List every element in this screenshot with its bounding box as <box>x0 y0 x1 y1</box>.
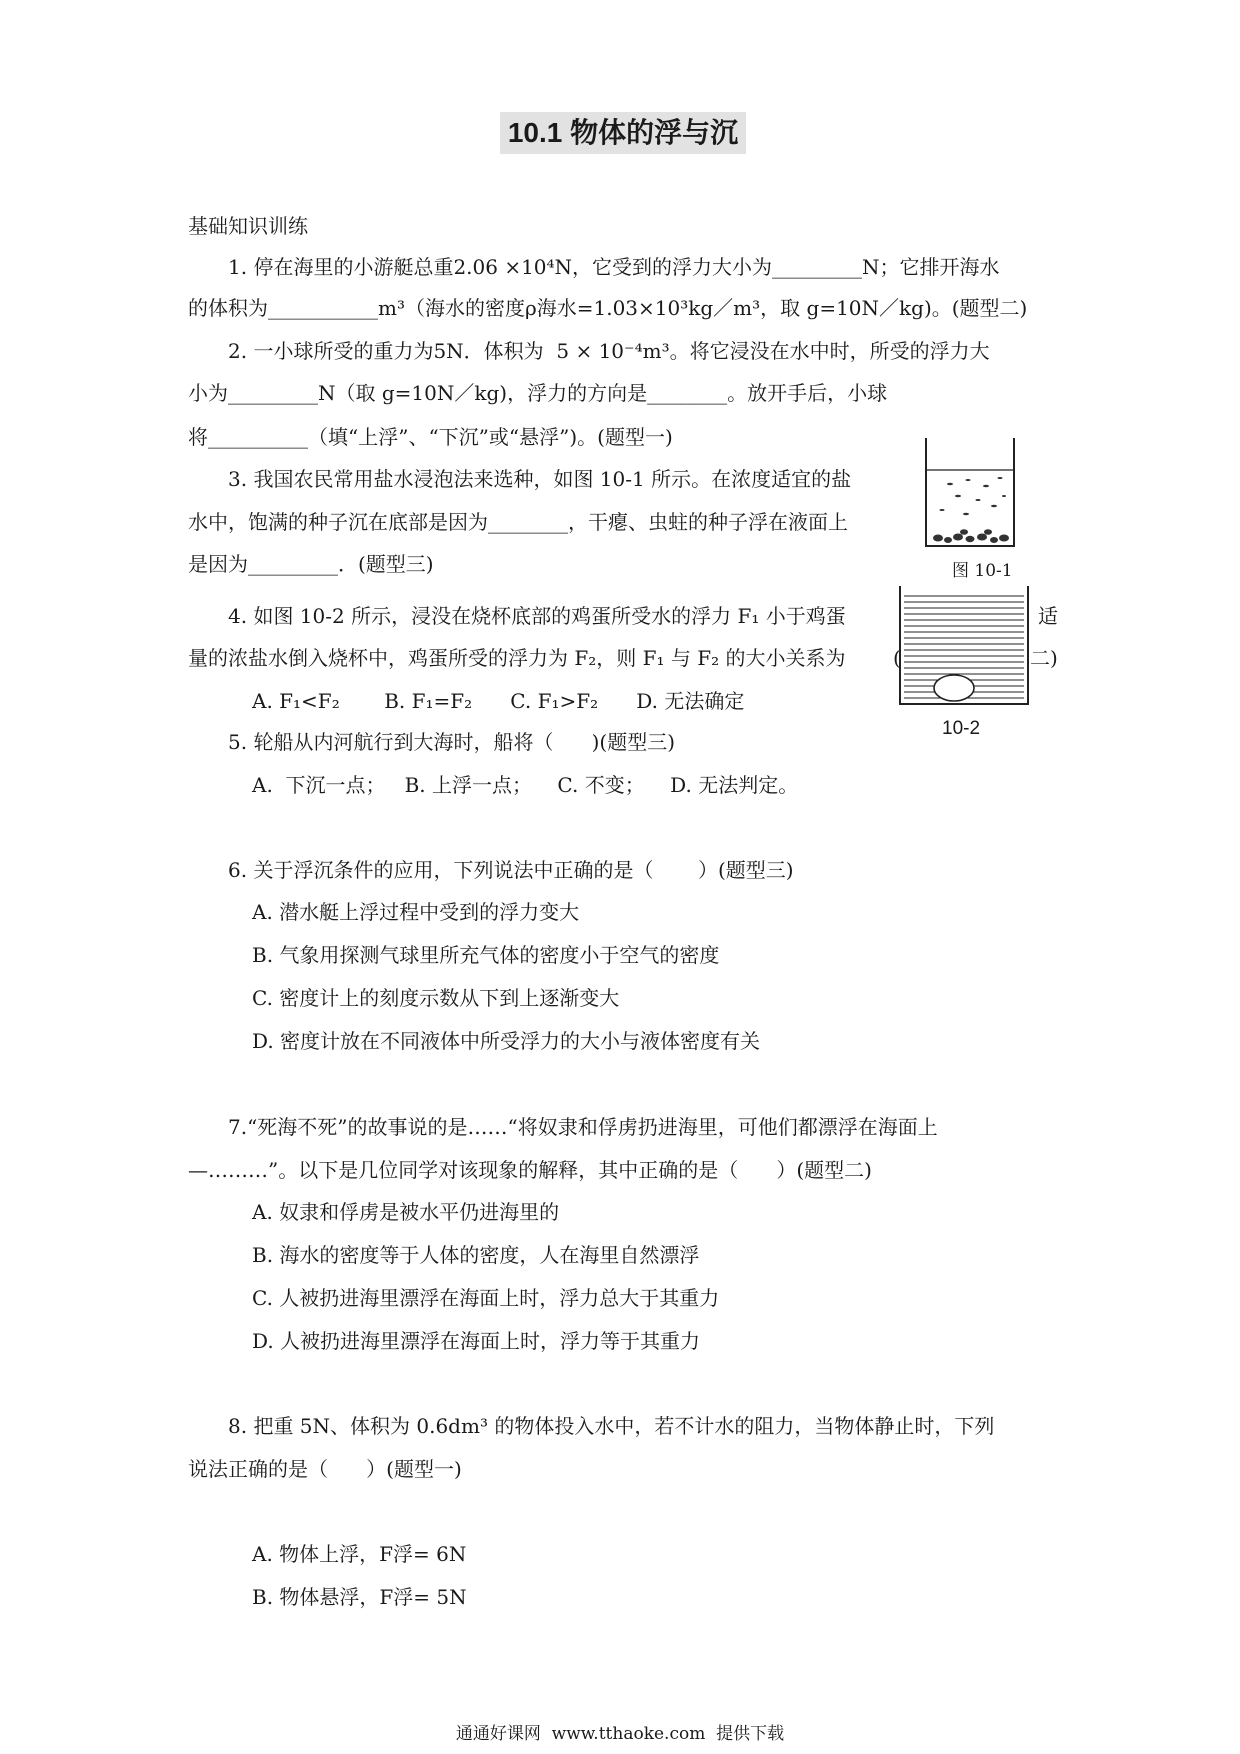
q7-option-b: B. 海水的密度等于人体的密度，人在海里自然漂浮 <box>252 1243 700 1267</box>
page-footer: 通通好课网 www.tthaoke.com 提供下载 <box>455 1724 785 1744</box>
q1-line-2: 的体积为___________m³（海水的密度ρ海水=1.03×10³kg／m³，取 g=10N／kg)。(题型二) <box>188 296 1028 320</box>
page-title: 10.1 物体的浮与沉 <box>500 112 746 154</box>
q5-options: A. 下沉一点； B. 上浮一点； C. 不变； D. 无法判定。 <box>252 773 799 797</box>
q3-line-3: 是因为_________．(题型三) <box>188 552 434 576</box>
q7-option-d: D. 人被扔进海里漂浮在海面上时，浮力等于其重力 <box>252 1329 701 1353</box>
q2-line-2: 小为_________N（取 g=10N／kg)，浮力的方向是________。放开手后，小球 <box>188 381 888 405</box>
figure-10-2-beaker <box>896 582 1032 712</box>
figure-10-2-caption: 10-2 <box>942 718 981 739</box>
q1-line-1: 1. 停在海里的小游艇总重2.06 ×10⁴N，它受到的浮力大小为_________N；它排开海水 <box>228 255 1000 279</box>
q8-line-1: 8. 把重 5N、体积为 0.6dm³ 的物体投入水中，若不计水的阻力，当物体静止时，下列 <box>228 1414 995 1438</box>
q7-line-2: —………”。以下是几位同学对该现象的解释，其中正确的是（ ）(题型二) <box>188 1158 872 1182</box>
figure-10-1-caption: 图 10-1 <box>952 561 1013 581</box>
q7-option-c: C. 人被扔进海里漂浮在海面上时，浮力总大于其重力 <box>252 1286 720 1310</box>
q5-stem: 5. 轮船从内河航行到大海时，船将（ )(题型三) <box>228 730 675 754</box>
q8-line-2: 说法正确的是（ ）(题型一) <box>188 1457 462 1481</box>
q6-stem: 6. 关于浮沉条件的应用，下列说法中正确的是（ ）(题型三) <box>228 858 794 882</box>
q4-left-paren: ( <box>893 646 901 670</box>
q4-line-1: 4. 如图 10-2 所示，浸没在烧杯底部的鸡蛋所受水的浮力 F₁ 小于鸡蛋 <box>228 604 846 628</box>
q6-option-d: D. 密度计放在不同液体中所受浮力的大小与液体密度有关 <box>252 1029 761 1053</box>
section-heading: 基础知识训练 <box>188 214 308 238</box>
q8-option-b: B. 物体悬浮，F浮= 5N <box>252 1585 467 1609</box>
q3-line-2: 水中，饱满的种子沉在底部是因为________，干瘪、虫蛀的种子浮在液面上 <box>188 510 848 534</box>
q7-option-a: A. 奴隶和俘虏是被水平仍进海里的 <box>252 1200 560 1224</box>
q2-line-3: 将__________（填“上浮”、“下沉”或“悬浮”)。(题型一) <box>188 425 673 449</box>
q8-option-a: A. 物体上浮，F浮= 6N <box>252 1542 467 1566</box>
q6-option-a: A. 潜水艇上浮过程中受到的浮力变大 <box>252 900 580 924</box>
q4-line-2-tail: 二) <box>1030 646 1058 670</box>
figure-10-1-beaker <box>920 434 1020 554</box>
q3-line-1: 3. 我国农民常用盐水浸泡法来选种，如图 10-1 所示。在浓度适宜的盐 <box>228 467 852 491</box>
q6-option-c: C. 密度计上的刻度示数从下到上逐渐变大 <box>252 986 620 1010</box>
q6-option-b: B. 气象用探测气球里所充气体的密度小于空气的密度 <box>252 943 720 967</box>
q4-line-2: 量的浓盐水倒入烧杯中，鸡蛋所受的浮力为 F₂，则 F₁ 与 F₂ 的大小关系为 <box>188 646 846 670</box>
q4-options: A. F₁<F₂ B. F₁=F₂ C. F₁>F₂ D. 无法确定 <box>252 689 745 713</box>
q2-line-1: 2. 一小球所受的重力为5N．体积为 5 × 10⁻⁴m³。将它浸没在水中时，所受的浮力大 <box>228 339 990 363</box>
q7-line-1: 7.“死海不死”的故事说的是……“将奴隶和俘虏扔进海里，可他们都漂浮在海面上 <box>228 1115 938 1139</box>
q4-line-1-tail: 适 <box>1038 604 1058 628</box>
